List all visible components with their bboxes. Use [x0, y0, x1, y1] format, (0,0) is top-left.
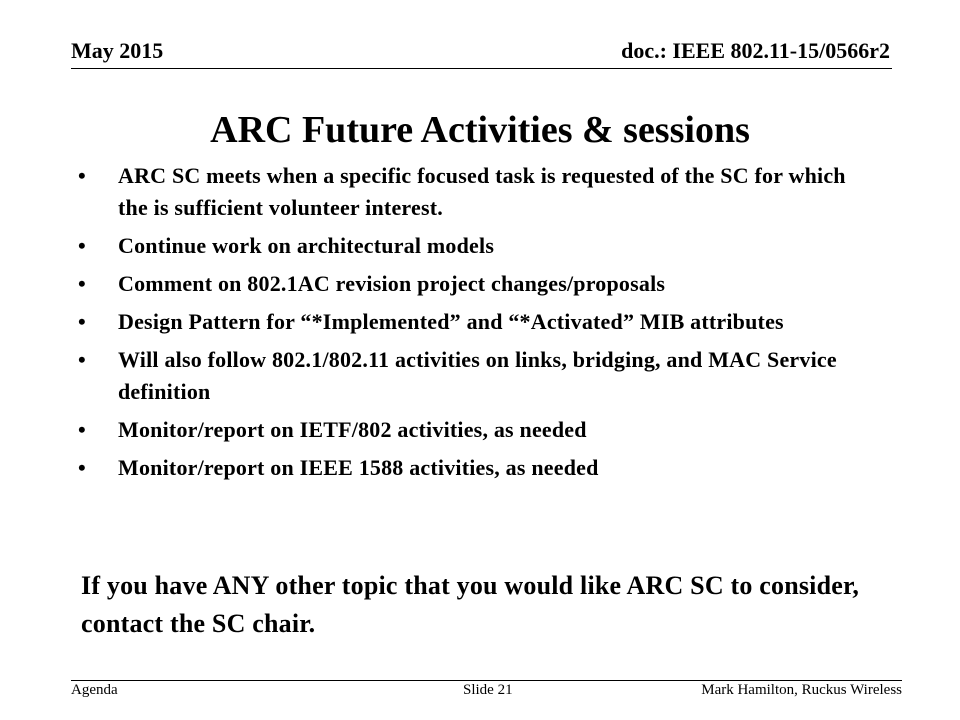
bullet-item	[78, 268, 868, 300]
header-date: May 2015	[71, 38, 164, 63]
header-doc-id: doc.: IEEE 802.11-15/0566r2	[621, 38, 890, 63]
header-divider	[71, 68, 892, 69]
bullet-item	[78, 452, 868, 484]
bullet-marker: •	[78, 455, 86, 480]
bullet-text: Monitor/report on IETF/802 activities, as needed	[118, 417, 587, 442]
footer-slide-number: Slide 21	[463, 682, 513, 698]
closing-note: If you have ANY other topic that you would like ARC SC to consider, contact the SC chair.	[81, 571, 860, 638]
bullet-item	[78, 306, 868, 338]
bullet-marker: •	[78, 163, 86, 188]
bullet-marker: •	[78, 233, 86, 258]
bullet-marker: •	[78, 417, 86, 442]
bullet-text: Comment on 802.1AC revision project changes/proposals	[118, 271, 666, 296]
bullet-text: Will also follow 802.1/802.11 activities on links, bridging, and MAC Service definition	[118, 347, 837, 404]
bullet-marker: •	[78, 271, 86, 296]
bullet-item	[78, 414, 868, 446]
bullet-marker: •	[78, 309, 86, 334]
bullet-text: Monitor/report on IEEE 1588 activities, as needed	[118, 455, 599, 480]
bullet-item	[78, 230, 868, 262]
footer-author: Mark Hamilton, Ruckus Wireless	[701, 682, 902, 698]
bullet-text: ARC SC meets when a specific focused task is requested of the SC for which the is sufficient volunteer interest.	[118, 163, 846, 220]
footer-divider	[71, 680, 902, 681]
bullet-marker: •	[78, 347, 86, 372]
bullet-text: Design Pattern for “*Implemented” and “*Activated” MIB attributes	[118, 309, 784, 334]
bullet-item	[78, 344, 868, 408]
slide-title: ARC Future Activities & sessions	[210, 109, 750, 151]
bullet-item	[78, 160, 868, 224]
footer-section: Agenda	[71, 682, 118, 698]
bullet-text: Continue work on architectural models	[118, 233, 495, 258]
bullet-list	[78, 160, 868, 490]
